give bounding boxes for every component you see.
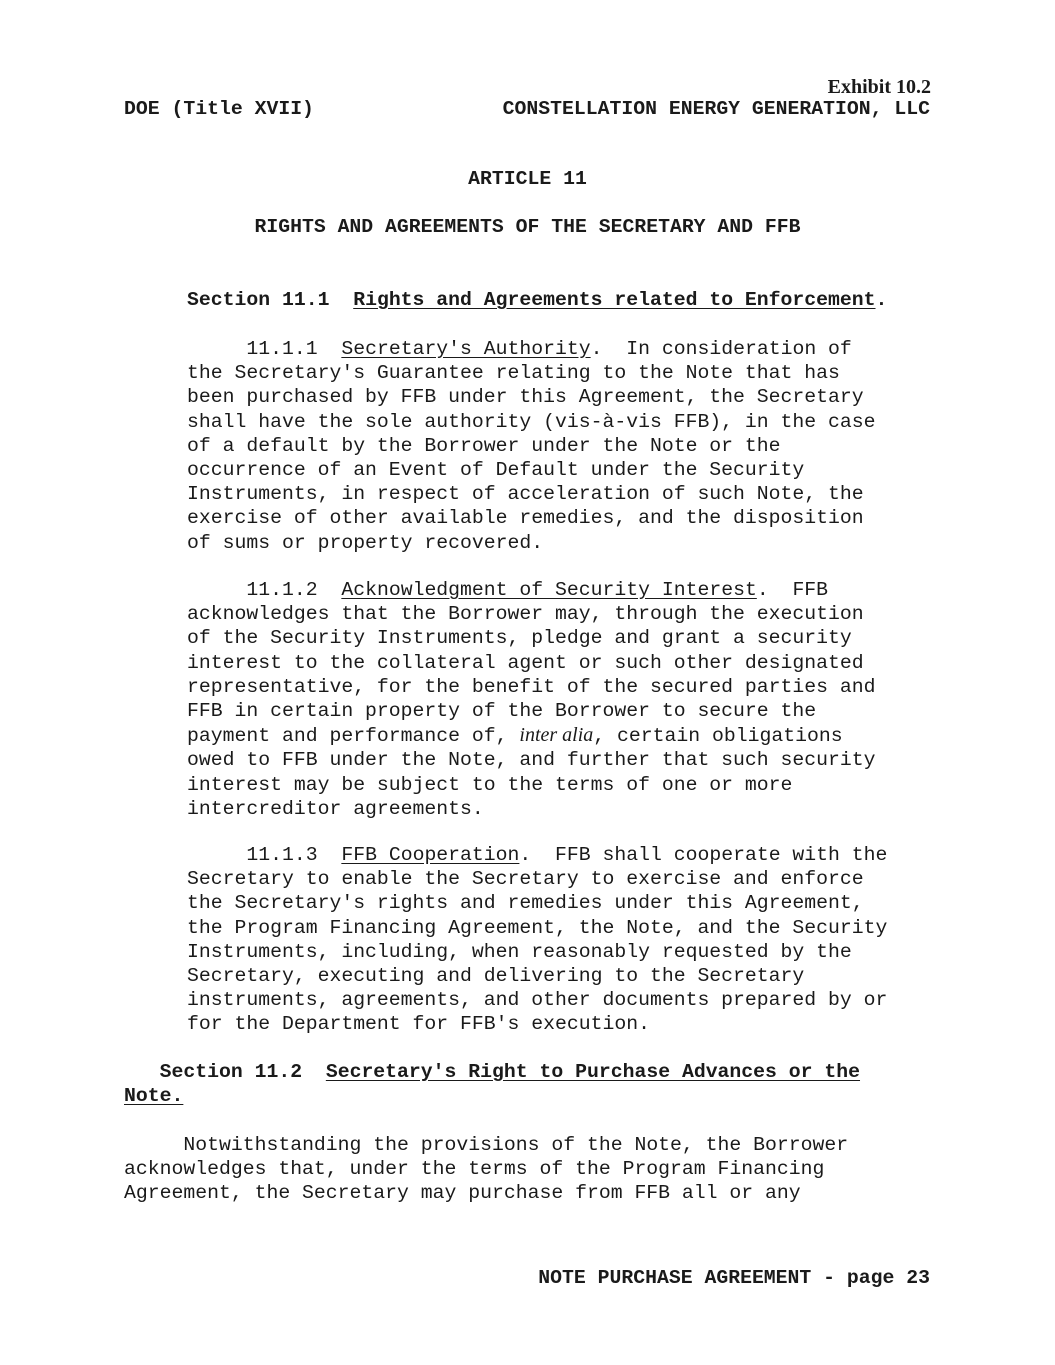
paragraph-first-line (187, 337, 876, 361)
paragraph-line: shall have the sole authority (vis-à-vis FFB), in the case (187, 410, 876, 433)
header-left: DOE (Title XVII) (124, 98, 314, 120)
paragraph-line: for the Department for FFB's execution. (187, 1013, 650, 1036)
paragraph-text: Notwithstanding the provisions of the Note, the Borrower (183, 1134, 849, 1156)
article-number: ARTICLE 11 (468, 168, 587, 190)
paragraph-first-line (124, 1133, 848, 1157)
paragraph-text: payment and performance of, (187, 725, 520, 748)
section-11-2-heading (124, 1060, 860, 1108)
paragraph-line: exercise of other available remedies, and the disposition (187, 507, 864, 530)
section-number: Section 11.1 (187, 289, 330, 311)
paragraph-line: representative, for the benefit of the secured parties and (187, 675, 876, 698)
page-footer: NOTE PURCHASE AGREEMENT - page 23 (538, 1267, 930, 1289)
paragraph-line: of a default by the Borrower under the Note or the (187, 434, 781, 457)
subsection-title: Acknowledgment of Security Interest (341, 579, 757, 601)
paragraph-first-line (187, 843, 887, 867)
paragraph-line: FFB in certain property of the Borrower to secure the (187, 700, 817, 723)
paragraph-line: of sums or property recovered. (187, 531, 544, 554)
paragraph-line: intercreditor agreements. (187, 797, 484, 820)
paragraph-line: the Secretary's rights and remedies under this Agreement, (187, 892, 864, 915)
paragraph-line: been purchased by FFB under this Agreement, the Secretary (187, 386, 864, 409)
paragraph-line: acknowledges that the Borrower may, through the execution (187, 603, 864, 626)
section-11-2-paragraph (124, 1133, 848, 1206)
subsection-title: FFB Cooperation (341, 844, 520, 866)
subsection-number: 11.1.3 (246, 844, 318, 866)
paragraph-line: interest may be subject to the terms of one or more (187, 773, 793, 796)
paragraph-line: of the Security Instruments, pledge and grant a security (187, 627, 852, 650)
section-period: . (875, 289, 888, 311)
latin-phrase: inter alia (519, 724, 594, 747)
paragraph-line: Instruments, in respect of acceleration of such Note, the (187, 483, 864, 506)
paragraph-text: . FFB (756, 579, 829, 601)
paragraph-line-italic (187, 723, 876, 748)
subsection-11-1-3 (187, 843, 887, 1037)
paragraph-first-line (187, 578, 876, 602)
section-title-line2: Note. (124, 1085, 184, 1108)
paragraph-line: instruments, agreements, and other documents prepared by or (187, 989, 888, 1012)
paragraph-line: owed to FFB under the Note, and further that such security (187, 749, 876, 772)
exhibit-label: Exhibit 10.2 (827, 76, 931, 98)
section-number: Section 11.2 (159, 1061, 303, 1083)
paragraph-line: the Program Financing Agreement, the Note, and the Security (187, 916, 888, 939)
subsection-11-1-1 (187, 337, 876, 555)
subsection-number: 11.1.2 (246, 579, 318, 601)
paragraph-line: occurrence of an Event of Default under the Security (187, 459, 805, 482)
header-right: CONSTELLATION ENERGY GENERATION, LLC (502, 98, 930, 120)
paragraph-text: . In consideration of (590, 338, 852, 360)
section-title: Rights and Agreements related to Enforcement (353, 289, 876, 311)
subsection-11-1-2 (187, 578, 876, 821)
paragraph-line: Instruments, including, when reasonably requested by the (187, 940, 852, 963)
paragraph-line: the Secretary's Guarantee relating to the Note that has (187, 362, 840, 385)
paragraph-text: , certain obligations (593, 725, 843, 748)
paragraph-line: Secretary, executing and delivering to the Secretary (187, 965, 805, 988)
subsection-title: Secretary's Authority (341, 338, 591, 360)
paragraph-line: acknowledges that, under the terms of the Program Financing (124, 1158, 825, 1181)
section-title-line1: Secretary's Right to Purchase Advances or the (325, 1061, 861, 1083)
paragraph-line: Secretary to enable the Secretary to exercise and enforce (187, 868, 864, 891)
subsection-number: 11.1.1 (246, 338, 318, 360)
paragraph-text: . FFB shall cooperate with the (519, 844, 888, 866)
section-11-1-heading (187, 289, 887, 311)
paragraph-line: interest to the collateral agent or such other designated (187, 651, 864, 674)
article-title: RIGHTS AND AGREEMENTS OF THE SECRETARY AND FFB (254, 216, 801, 238)
paragraph-line: Agreement, the Secretary may purchase from FFB all or any (124, 1182, 801, 1205)
